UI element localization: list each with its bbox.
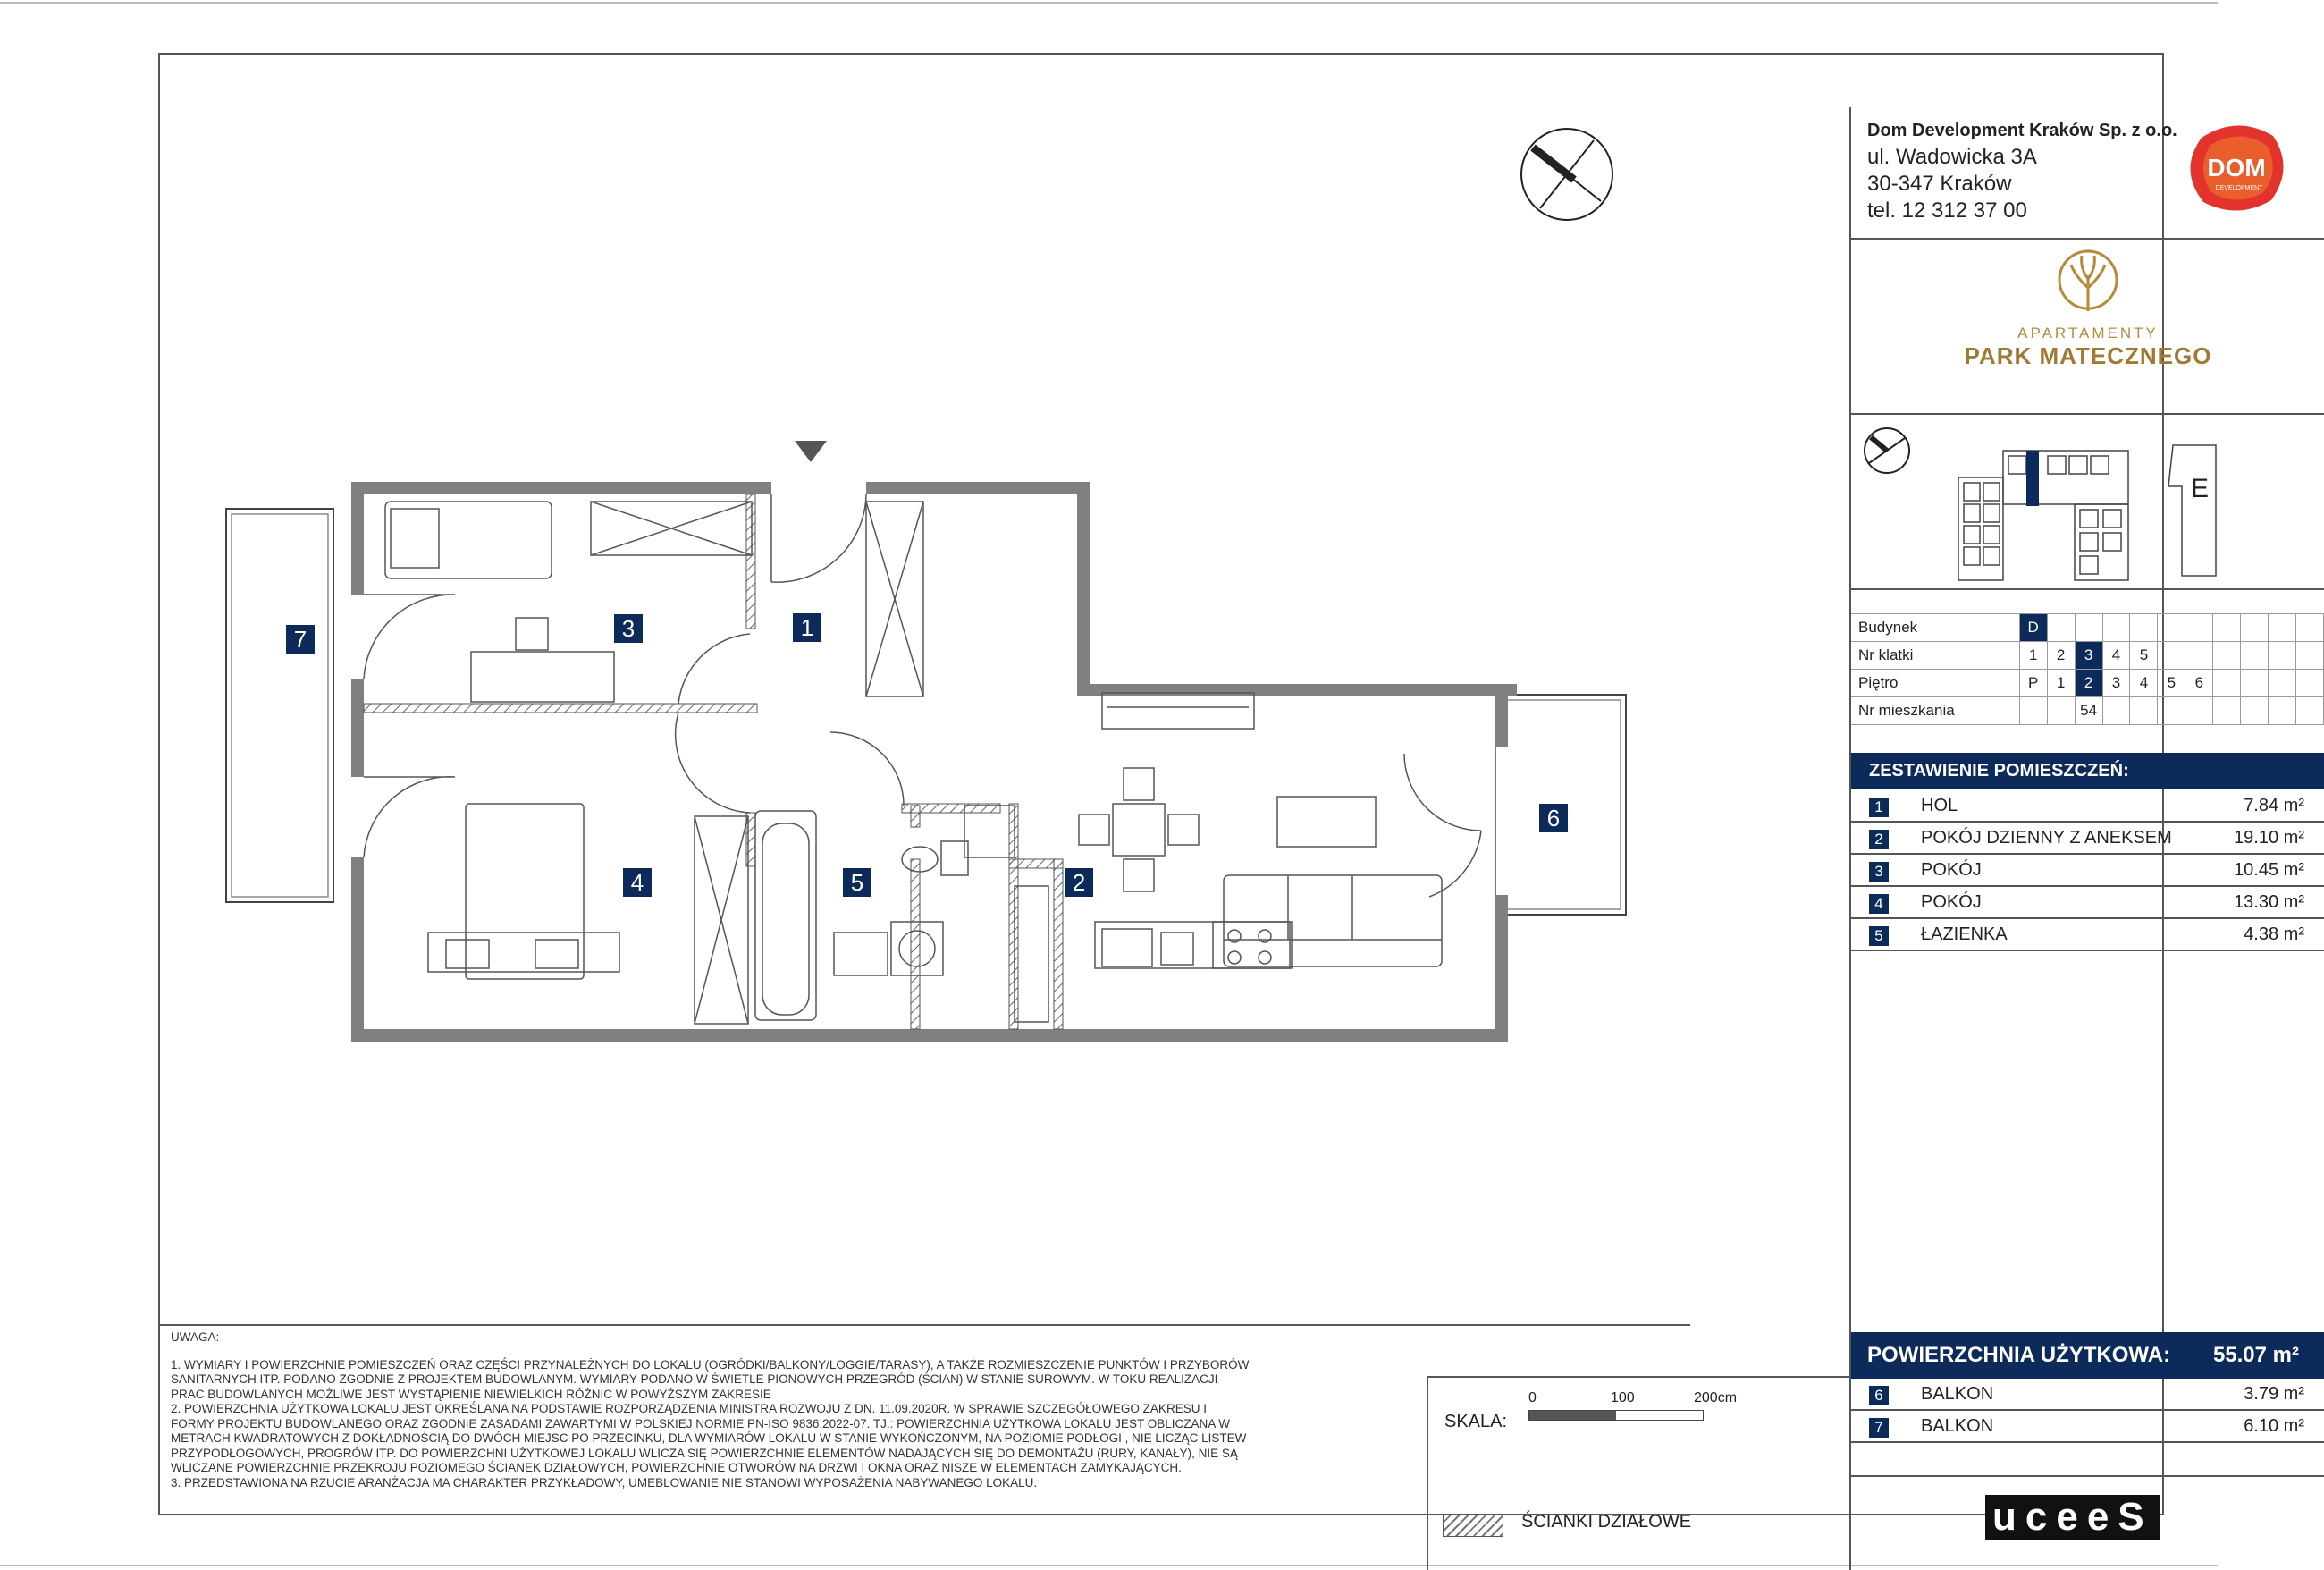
cell: 2	[2075, 670, 2102, 697]
cell: 1	[2047, 670, 2075, 697]
plan-tag-6: 6	[1539, 804, 1568, 832]
ucees-logo-text: uceeS	[1985, 1495, 2160, 1540]
keyplan-buildings	[1958, 445, 2216, 580]
scale-bar	[1528, 1410, 1704, 1421]
room-area: 7.84 m²	[2244, 796, 2304, 815]
company-phone: tel. 12 312 37 00	[1867, 198, 2027, 223]
room-area: 3.79 m²	[2244, 1384, 2304, 1404]
room-num: 6	[1869, 1386, 1889, 1405]
row-pietro	[1851, 670, 2324, 697]
project-line1: APARTAMENTY	[2017, 325, 2159, 342]
room-row	[1851, 855, 2324, 887]
sidebar	[1849, 107, 2324, 1570]
north-arrow-icon	[1521, 129, 1612, 220]
label-budynek: Budynek	[1851, 614, 2019, 642]
label-klatka: Nr klatki	[1851, 642, 2019, 670]
park-logo	[1932, 249, 2244, 409]
room-row	[1851, 790, 2324, 823]
top-rule	[0, 2, 2218, 4]
room-num: 4	[1869, 894, 1889, 914]
notes-divider	[160, 1324, 1690, 1326]
room-num: 7	[1869, 1418, 1889, 1438]
notes	[171, 1330, 1252, 1490]
cell: 4	[2102, 642, 2130, 670]
room-area: 6.10 m²	[2244, 1416, 2304, 1436]
room-name: POKÓJ DZIENNY Z ANEKSEM	[1921, 828, 2172, 848]
cell: 3	[2102, 670, 2130, 697]
dom-development-logo	[2184, 120, 2289, 216]
balcony-row	[1851, 1411, 2324, 1443]
label-pietro: Piętro	[1851, 670, 2019, 697]
room-area: 13.30 m²	[2234, 892, 2304, 912]
balcony-7	[226, 509, 333, 902]
tree-icon	[2057, 249, 2119, 317]
balcony-row	[1851, 1379, 2324, 1411]
company-city: 30-347 Kraków	[1867, 172, 2012, 196]
notes-title: UWAGA:	[171, 1330, 220, 1344]
scale-tick-200: 200cm	[1694, 1390, 1738, 1405]
row-budynek	[1851, 614, 2324, 642]
project-line2: PARK MATECZNEGO	[1964, 342, 2212, 369]
room-num: 2	[1869, 830, 1889, 849]
total-area-bar	[1851, 1332, 2324, 1379]
cell: 54	[2075, 697, 2102, 725]
plan-tag-3: 3	[614, 614, 643, 643]
entrance-marker-icon	[795, 441, 827, 462]
scale-legend-box	[1427, 1376, 1849, 1570]
scale-tick-0: 0	[1528, 1390, 1537, 1405]
room-name: POKÓJ	[1921, 892, 1982, 912]
plan-tag-4: 4	[623, 868, 652, 897]
keyplan-block	[1851, 415, 2324, 590]
cell: P	[2019, 670, 2047, 697]
partition-legend-label: ŚCIANKI DZIAŁOWE	[1521, 1512, 1692, 1532]
room-name: BALKON	[1921, 1384, 1994, 1404]
plan-tag-1: 1	[793, 613, 821, 642]
cell: 5	[2158, 670, 2185, 697]
room-name: POKÓJ	[1921, 860, 1982, 880]
room-num: 3	[1869, 862, 1889, 882]
cell: 2	[2047, 642, 2075, 670]
row-mieszkanie	[1851, 697, 2324, 725]
room-area: 10.45 m²	[2234, 860, 2304, 880]
location-table	[1851, 613, 2324, 725]
ucees-logo	[1985, 1495, 2160, 1540]
room-num: 1	[1869, 798, 1889, 817]
plan-tag-2: 2	[1065, 868, 1093, 897]
keyplan-compass-icon	[1865, 428, 1909, 473]
room-row	[1851, 887, 2324, 919]
room-name: ŁAZIENKA	[1921, 924, 2008, 944]
scale-tick-100: 100	[1611, 1390, 1635, 1405]
room-num: 5	[1869, 926, 1889, 946]
label-mieszkanie: Nr mieszkania	[1851, 697, 2019, 725]
room-name: HOL	[1921, 796, 1958, 815]
cell: 6	[2185, 670, 2213, 697]
exterior-walls	[351, 482, 1517, 1042]
notes-text: 1. WYMIARY I POWIERZCHNIE POMIESZCZEŃ ORAZ CZĘŚCI PRZYNALEŻNYCH DO LOKALU (OGRÓDKI/BALKONY/LOGGIE/TARASY), A TAKŻE ROZMIESZCZENIE PUNKTÓW I PRZYBORÓW SANITARNYCH ITP. PODANO ZGODNIE Z PROJEKTEM BUDOWLANYM. WYMIARY PODANO W ŚWIETLE PIONOWYCH PRZEGRÓD (ŚCIAN) W STANIE SUROWYM. W TOKU REALIZACJI PRAC BUDOWLANYCH MOŻLIWE JEST WYSTĄPIENIE NIEWIELKICH RÓŻNIC W POWYŻSZYM ZAKRESIE 2. POWIERZCHNIA UŻYTKOWA LOKALU JEST OKREŚLANA NA PODSTAWIE ROZPORZĄDZENIA MINISTRA ROZWOJU Z DN. 11.09.2020R. W SPRAWIE SZCZEGÓŁOWEGO ZAKRESU I FORMY PROJEKTU BUDOWLANEGO ORAZ ZGODNIE ZASADAMI ZAWARTYMI W POLSKIEJ NORMIE PN-ISO 9836:2022-07. TJ.: POWIERZCHNIA UŻYTKOWA LOKALU JEST OBLICZANA W METRACH KWADRATOWYCH Z DOKŁADNOŚCIĄ DO DWÓCH MIEJSC PO PRZECINKU, DLA WYMIARÓW LOKALU W STANIE WYKOŃCZONYM, NA POZIOMIE PODŁOGI , NIE LICZĄC LISTEW PRZYPODŁOGOWYCH, PROGRÓW ITP. DO POWIERZCHNI UŻYTKOWEJ LOKALU WLICZA SIĘ POWIERZCHNIE ELEMENTÓW NADAJĄCYCH SIĘ DO DEMONTAŻU (RURY, KANAŁY), NIE SĄ WLICZANE POWIERZCHNIE PRZEKROJU POZIOMEGO ŚCIANEK DZIAŁOWYCH, POWIERZCHNIE OTWORÓW NA DRZWI I OKNA ORAZ NISZE W ELEMENTACH ZAMYKAJĄCYCH. 3. PRZEDSTAWIONA NA RZUCIE ARANŻACJA MA CHARAKTER PRZYKŁADOWY, UMEBLOWANIE NIE STANOWI WYPOSAŻENIA NABYWANEGO LOKALU.	[171, 1357, 1250, 1490]
company-block	[1851, 107, 2324, 240]
scale-label: SKALA:	[1444, 1412, 1508, 1431]
keyplan	[1851, 415, 2324, 590]
cell: 5	[2130, 642, 2158, 670]
row-klatka	[1851, 642, 2324, 670]
room-row	[1851, 919, 2324, 951]
cell: 1	[2019, 642, 2047, 670]
cell: 3	[2075, 642, 2102, 670]
cell: D	[2019, 614, 2047, 642]
room-area: 4.38 m²	[2244, 924, 2304, 944]
room-area: 19.10 m²	[2234, 828, 2304, 848]
dom-logo-sub: DEVELOPMENT	[2215, 185, 2263, 191]
room-name: BALKON	[1921, 1416, 1994, 1436]
company-name: Dom Development Kraków Sp. z o.o.	[1867, 121, 2177, 140]
rooms-header: ZESTAWIENIE POMIESZCZEŃ:	[1851, 753, 2324, 789]
divider-brand	[1851, 1475, 2324, 1477]
room-row	[1851, 823, 2324, 855]
partition-legend-swatch	[1443, 1514, 1503, 1537]
dom-logo-text: DOM	[2207, 154, 2266, 181]
company-street: ul. Wadowicka 3A	[1867, 145, 2037, 169]
total-label: POWIERZCHNIA UŻYTKOWA:	[1867, 1343, 2171, 1367]
floor-plan	[160, 55, 1690, 1324]
project-logo-block	[1851, 240, 2324, 415]
plan-tag-7: 7	[286, 625, 315, 654]
keyplan-highlight	[2026, 451, 2039, 506]
keyplan-building-letter: E	[2191, 474, 2210, 503]
total-value: 55.07 m²	[2212, 1343, 2299, 1367]
sheet-frame	[158, 53, 2304, 1539]
plan-tag-5: 5	[843, 868, 872, 897]
cell: 4	[2130, 670, 2158, 697]
